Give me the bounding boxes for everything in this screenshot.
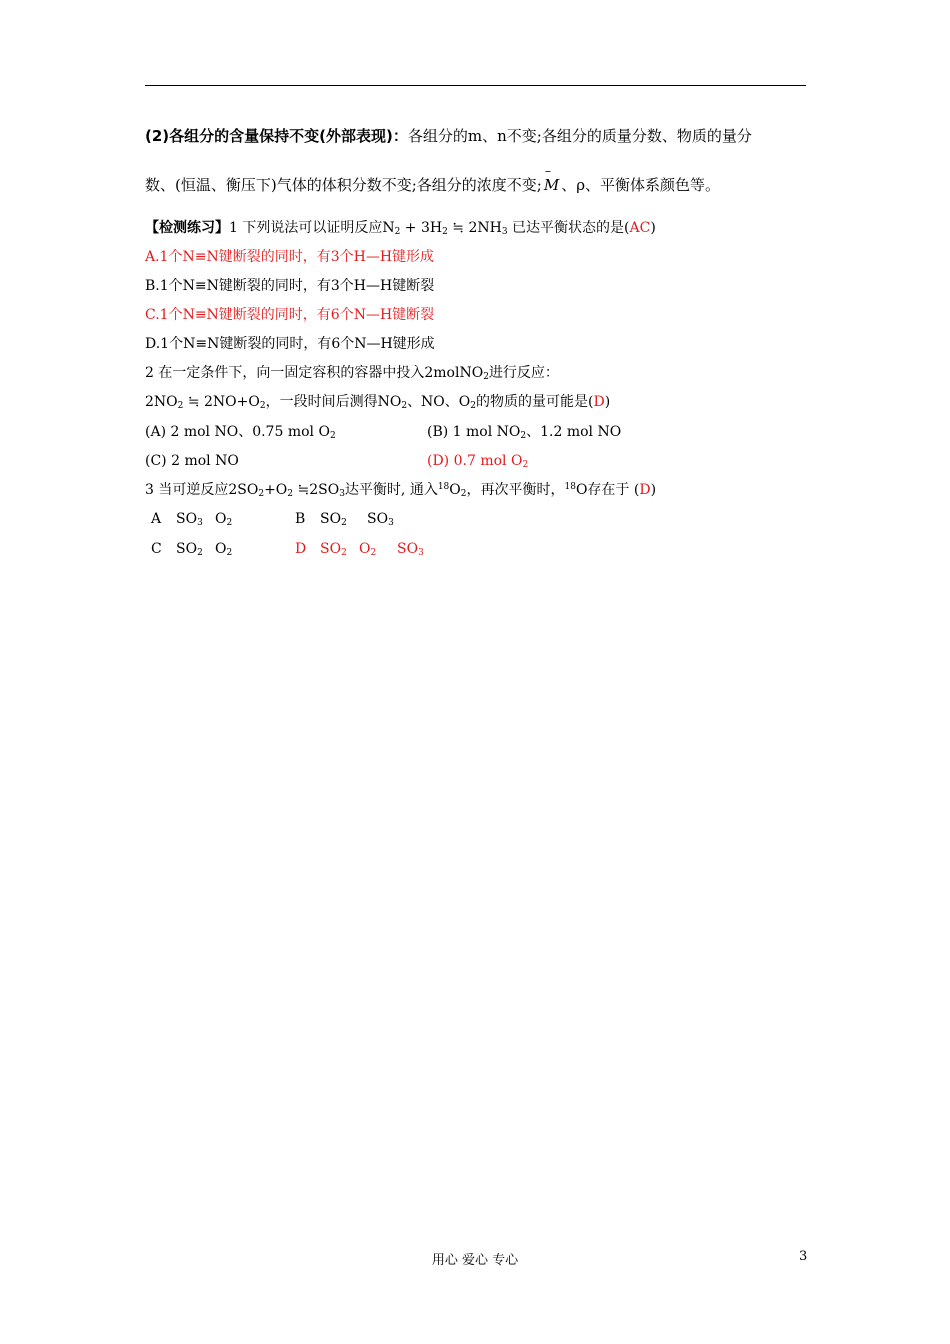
subscript: 3: [501, 227, 508, 237]
formula: SO: [320, 511, 342, 527]
subscript: 2: [520, 431, 527, 441]
q1-stem-text: 1 下列说法可以证明反应N: [229, 220, 395, 236]
q2-stem: [145, 364, 559, 382]
formula: O: [215, 541, 227, 557]
q2-option-a-text: (A) 2 mol NO、0.75 mol O: [145, 424, 330, 440]
q2-stem-text: 2 在一定条件下，向一固定容积的容器中投入2molNO: [145, 365, 484, 381]
q1-option-b: B.1个N≡N键断裂的同时，有3个H—H键断裂: [145, 278, 435, 294]
q2-option-b-text: (B) 1 mol NO: [427, 424, 521, 440]
subscript: 2: [259, 401, 266, 411]
para2-line2: [145, 176, 720, 194]
q1-stem-text: 已达平衡状态的是(: [507, 220, 630, 236]
q3-option-b-label: B: [295, 511, 306, 527]
q2-option-b: [427, 423, 621, 441]
subscript: 2: [341, 518, 347, 528]
page-number: 3: [799, 1249, 808, 1264]
mean-molar-mass-symbol: – M: [542, 176, 561, 194]
formula: SO: [320, 541, 342, 557]
q1-stem: [145, 219, 656, 237]
formula: SO: [397, 541, 419, 557]
isotope-superscript: 18: [437, 482, 450, 492]
subscript: 2: [287, 489, 294, 499]
q3-option-b-species2: [367, 510, 394, 528]
subscript: 3: [197, 518, 203, 528]
subscript: 2: [394, 227, 401, 237]
q3-option-c-species2: [215, 540, 232, 558]
q3-option-a-species1: [176, 510, 203, 528]
q2-equation: [145, 393, 610, 411]
subscript: 3: [418, 548, 424, 558]
q3-stem-text: 3 当可逆反应2SO: [145, 482, 259, 498]
subscript: 2: [483, 372, 489, 382]
q3-stem-text: O: [449, 482, 461, 498]
q3-answer: D: [639, 482, 651, 498]
q1-stem-text: ): [650, 220, 656, 236]
subscript: 2: [226, 518, 233, 528]
q3-option-a-label: A: [151, 511, 162, 527]
q3-stem-text: ): [650, 482, 657, 498]
q2-eq-text: ≒ 2NO+O: [183, 394, 260, 410]
q2-answer: D: [593, 394, 605, 410]
para2-line1: [145, 127, 752, 145]
q2-eq-text: 2NO: [145, 394, 178, 410]
q3-option-c-label: C: [151, 541, 162, 557]
subscript: 2: [341, 548, 347, 558]
q3-option-d-label: D: [295, 541, 307, 557]
header-rule: [145, 85, 806, 86]
subscript: 2: [460, 489, 467, 499]
q3-option-d-species3: [397, 540, 424, 558]
subscript: 2: [226, 548, 233, 558]
para2-text1: 各组分的m、n不变;各组分的质量分数、物质的量分: [407, 127, 752, 145]
q3-option-a-species2: [215, 510, 232, 528]
q3-option-b-species1: [320, 510, 347, 528]
q1-stem-text: + 3H: [400, 220, 443, 236]
q3-option-c-species1: [176, 540, 203, 558]
q2-option-a: [145, 423, 336, 441]
q1-option-a: A.1个N≡N键断裂的同时，有3个H—H键形成: [145, 249, 435, 265]
q2-option-d: [427, 452, 528, 470]
q1-answer: AC: [629, 220, 651, 236]
q2-eq-text: ): [604, 394, 611, 410]
subscript: 2: [401, 401, 408, 411]
q2-option-d-text: (D) 0.7 mol O: [427, 453, 523, 469]
q3-option-d-species2: [359, 540, 376, 558]
q2-eq-text: 、NO、O: [407, 394, 471, 410]
q2-eq-text: ，一段时间后测得NO: [265, 394, 402, 410]
footer-motto: 用心 爱心 专心: [431, 1253, 519, 1268]
subscript: 2: [258, 489, 265, 499]
formula: SO: [176, 541, 198, 557]
q3-stem-text: ，再次平衡时，: [466, 482, 565, 498]
subscript: 3: [388, 518, 394, 528]
q2-option-b-text: 、1.2 mol NO: [526, 424, 622, 440]
q2-option-c: (C) 2 mol NO: [145, 453, 239, 469]
q3-stem-text: +O: [264, 482, 288, 498]
q3-stem: [145, 481, 656, 499]
q3-option-d-species1: [320, 540, 347, 558]
subscript: 2: [470, 401, 477, 411]
formula: SO: [367, 511, 389, 527]
q2-eq-text: 的物质的量可能是(: [476, 394, 594, 410]
q1-stem-text: ≒ 2NH: [447, 220, 502, 236]
formula: O: [215, 511, 227, 527]
formula: O: [359, 541, 371, 557]
section-heading: 【检测练习】: [145, 220, 229, 236]
para2-text2a: 数、(恒温、衡压下)气体的体积分数不变;各组分的浓度不变;: [145, 176, 542, 194]
subscript: 2: [370, 548, 377, 558]
q2-stem-text: 进行反应：: [488, 365, 559, 381]
q3-stem-text: ≒2SO: [293, 482, 340, 498]
q3-stem-text: 达平衡时, 通入: [344, 482, 438, 498]
subscript: 2: [197, 548, 203, 558]
subscript: 2: [442, 227, 448, 237]
isotope-superscript: 18: [564, 482, 576, 492]
q3-stem-text: O存在于 (: [575, 482, 640, 498]
q1-option-c: C.1个N≡N键断裂的同时，有6个N—H键断裂: [145, 307, 435, 323]
para2-text2b: 、ρ、平衡体系颜色等。: [561, 176, 721, 194]
subscript: 3: [339, 489, 345, 499]
q1-option-d: D.1个N≡N键断裂的同时，有6个N—H键形成: [145, 336, 435, 352]
formula: SO: [176, 511, 198, 527]
subscript: 2: [522, 460, 529, 470]
subscript: 2: [177, 401, 184, 411]
subscript: 2: [329, 431, 336, 441]
para2-label: (2)各组分的含量保持不变(外部表现)：: [145, 127, 408, 145]
